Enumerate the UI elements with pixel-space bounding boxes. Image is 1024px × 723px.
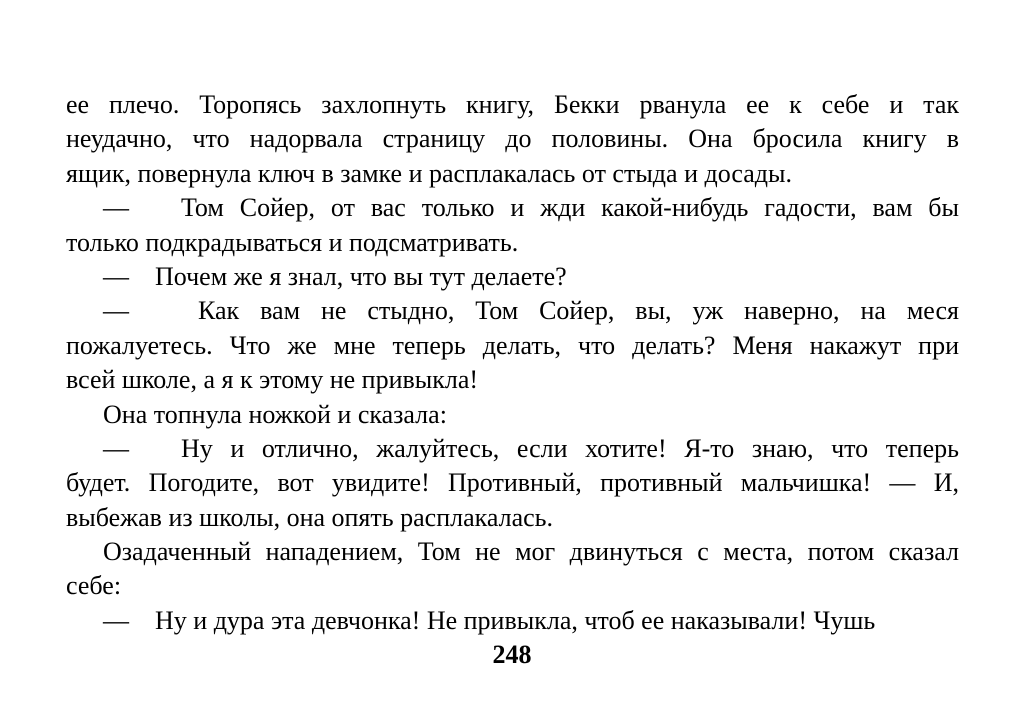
- page-text: [66, 88, 959, 638]
- em-dash: —: [103, 296, 129, 326]
- text-line: только подкрадываться и подсматривать.: [66, 227, 519, 257]
- dialogue-line: [66, 191, 959, 225]
- dialogue-text: Ну и отлично, жалуйтесь, если хотите! Я-то знаю, что теперь: [181, 433, 959, 463]
- dialogue-text: Том Сойер, от вас только и жди какой-нибудь гадости, вам бы: [181, 193, 959, 223]
- text-line: себе:: [66, 571, 122, 601]
- text-line: пожалуетесь. Что же мне теперь делать, что делать? Меня накажут при: [66, 330, 959, 360]
- text-line: Озадаченный нападением, Том не мог двинуться с места, потом сказал: [103, 537, 959, 567]
- page-number: 248: [492, 640, 532, 669]
- em-dash: —: [103, 193, 129, 223]
- em-dash: —: [103, 433, 129, 463]
- text-line: неудачно, что надорвала страницу до половины. Она бросила книгу в: [66, 124, 959, 154]
- dialogue-text: Почем же я знал, что вы тут делаете?: [155, 261, 567, 291]
- text-line: ее плечо. Торопясь захлопнуть книгу, Бекки рванула ее к себе и так: [66, 90, 959, 119]
- text-line: будет. Погодите, вот увидите! Противный, противный мальчишка! — И,: [66, 468, 959, 498]
- dialogue-line: [66, 260, 959, 294]
- dialogue-line: [66, 604, 959, 638]
- em-dash: —: [103, 605, 129, 635]
- dialogue-line: [66, 294, 959, 328]
- em-dash: —: [103, 261, 129, 291]
- dialogue-line: [66, 432, 959, 466]
- text-line: ящик, повернула ключ в замке и расплакалась от стыда и досады.: [66, 158, 792, 188]
- text-line: Она топнула ножкой и сказала:: [103, 399, 447, 429]
- text-line: выбежав из школы, она опять расплакалась.: [66, 502, 554, 532]
- dialogue-text: Ну и дура эта девчонка! Не привыкла, чтоб ее наказывали! Чушь: [155, 605, 876, 635]
- text-line: всей школе, а я к этому не привыкла!: [66, 365, 479, 395]
- dialogue-text: Как вам не стыдно, Том Сойер, вы, уж наверно, на меся: [198, 296, 959, 326]
